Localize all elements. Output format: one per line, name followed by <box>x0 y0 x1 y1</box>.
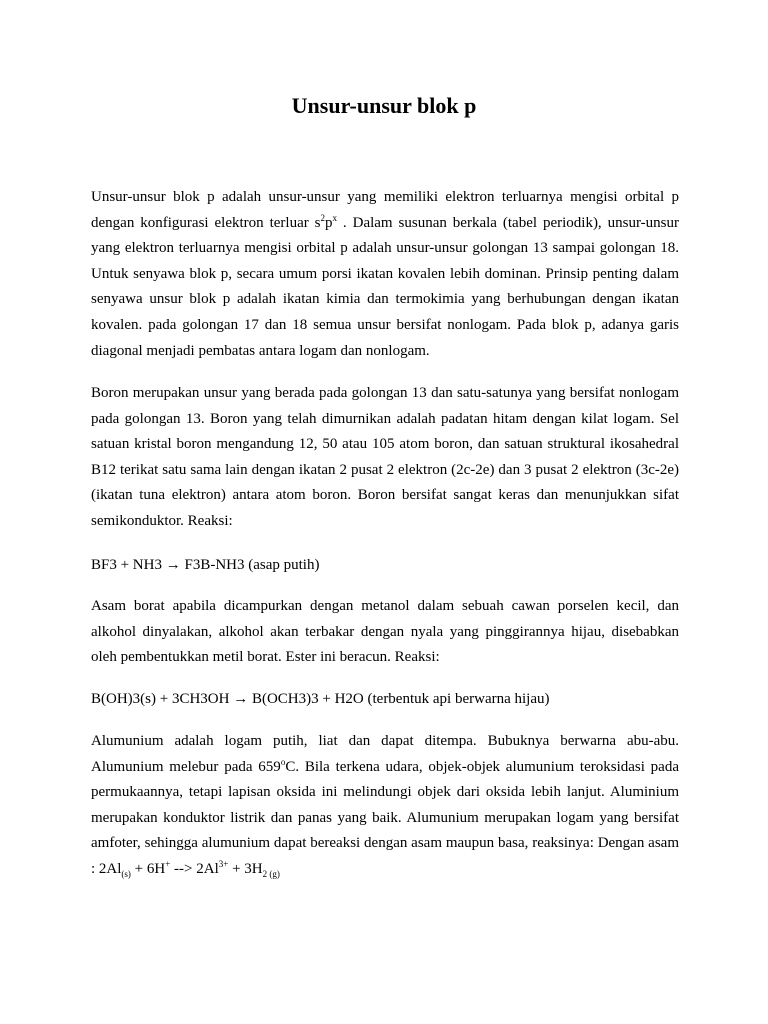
p1-sup-2: x <box>332 212 337 223</box>
p1-sup-1: 2 <box>320 212 325 223</box>
reaction2-right: B(OCH3)3 + H2O (terbentuk api berwarna hijau) <box>248 691 550 707</box>
reaction1-right: F3B-NH3 (asap putih) <box>180 557 320 573</box>
p4-text-e: + 3H <box>228 860 263 877</box>
p1-text-c: . Dalam susunan berkala (tabel periodik), unsur-unsur yang elektron terluarnya mengisi orbital p adalah unsur-unsur golongan 13 sampai golongan 18. Untuk senyawa blok p, secara umum porsi ikatan kovalen lebih dominan. Prinsip penting dalam senyawa unsur blok p adalah ikatan kimia dan termokimia yang berhubungan dengan ikatan kovalen. pada golongan 17 dan 18 semua unsur bersifat nonlogam. Pada blok p, adanya garis diagonal menjadi pembatas antara logam dan nonlogam. <box>91 214 679 359</box>
p4-sub-g: (g) <box>267 868 280 879</box>
p4-text-a: Alumunium adalah logam putih, liat dan dapat ditempa. Bubuknya berwarna abu-abu. Alumunium melebur pada 659 <box>91 733 679 775</box>
p1-text-b: p <box>325 214 333 231</box>
p4-text-b: C. Bila terkena udara, objek-objek alumunium teroksidasi pada permukaannya, tetapi lapisan oksida ini melindungi objek dari oksida lebih lanjut. Aluminium merupakan konduktor listrik dan panas yang baik. Alumunium merupakan logam yang bersifat amfoter, sehingga alumunium dapat bereaksi dengan asam maupun basa, reaksinya: Dengan asam : 2Al <box>91 758 679 877</box>
p4-sub-2: 2 <box>262 868 268 879</box>
p4-text-c: + 6H <box>130 860 166 877</box>
p4-sup-3plus: 3+ <box>218 858 229 869</box>
paragraph-boron: Boron merupakan unsur yang berada pada golongan 13 dan satu-satunya yang bersifat nonlogam pada golongan 13. Boron yang telah dimurnikan adalah padatan hitam dengan kilat logam. Sel satuan kristal boron mengandung 12, 50 atau 105 atom boron, dan satuan struktural ikosahedral B12 terikat satu sama lain dengan ikatan 2 pusat 2 elektron (2c-2e) dan 3 pusat 2 elektron (3c-2e) (ikatan tuna elektron) antara atom boron. Boron bersifat sangat keras dan menunjukkan sifat semikonduktor. Reaksi: <box>91 385 679 529</box>
p4-text-d: --> 2Al <box>170 860 219 877</box>
p4-sup-plus: + <box>165 858 171 869</box>
page-title: Unsur-unsur blok p <box>291 93 477 118</box>
paragraph-boric-acid: Asam borat apabila dicampurkan dengan metanol dalam sebuah cawan porselen kecil, dan alkohol dinyalakan, alkohol akan terbakar dengan nyala yang pinggirannya hijau, disebabkan oleh pembentukkan metil borat. Ester ini beracun. Reaksi: <box>91 598 679 666</box>
reaction-methyl-borate <box>91 687 550 713</box>
p4-sup-o: o <box>280 756 286 767</box>
paragraph-intro <box>91 185 679 364</box>
reaction-bf3 <box>91 553 319 579</box>
reaction1-left: BF3 + NH3 <box>91 557 166 573</box>
arrow-icon: → <box>233 691 249 707</box>
reaction2-left: B(OH)3(s) + 3CH3OH <box>91 691 234 707</box>
p4-sub-s: (s) <box>121 868 131 879</box>
p1-text-a: Unsur-unsur blok p adalah unsur-unsur yang memiliki elektron terluarnya mengisi orbital p dengan konfigurasi elektron terluar s <box>91 189 679 231</box>
arrow-icon: → <box>165 557 181 573</box>
paragraph-aluminium <box>91 729 679 883</box>
